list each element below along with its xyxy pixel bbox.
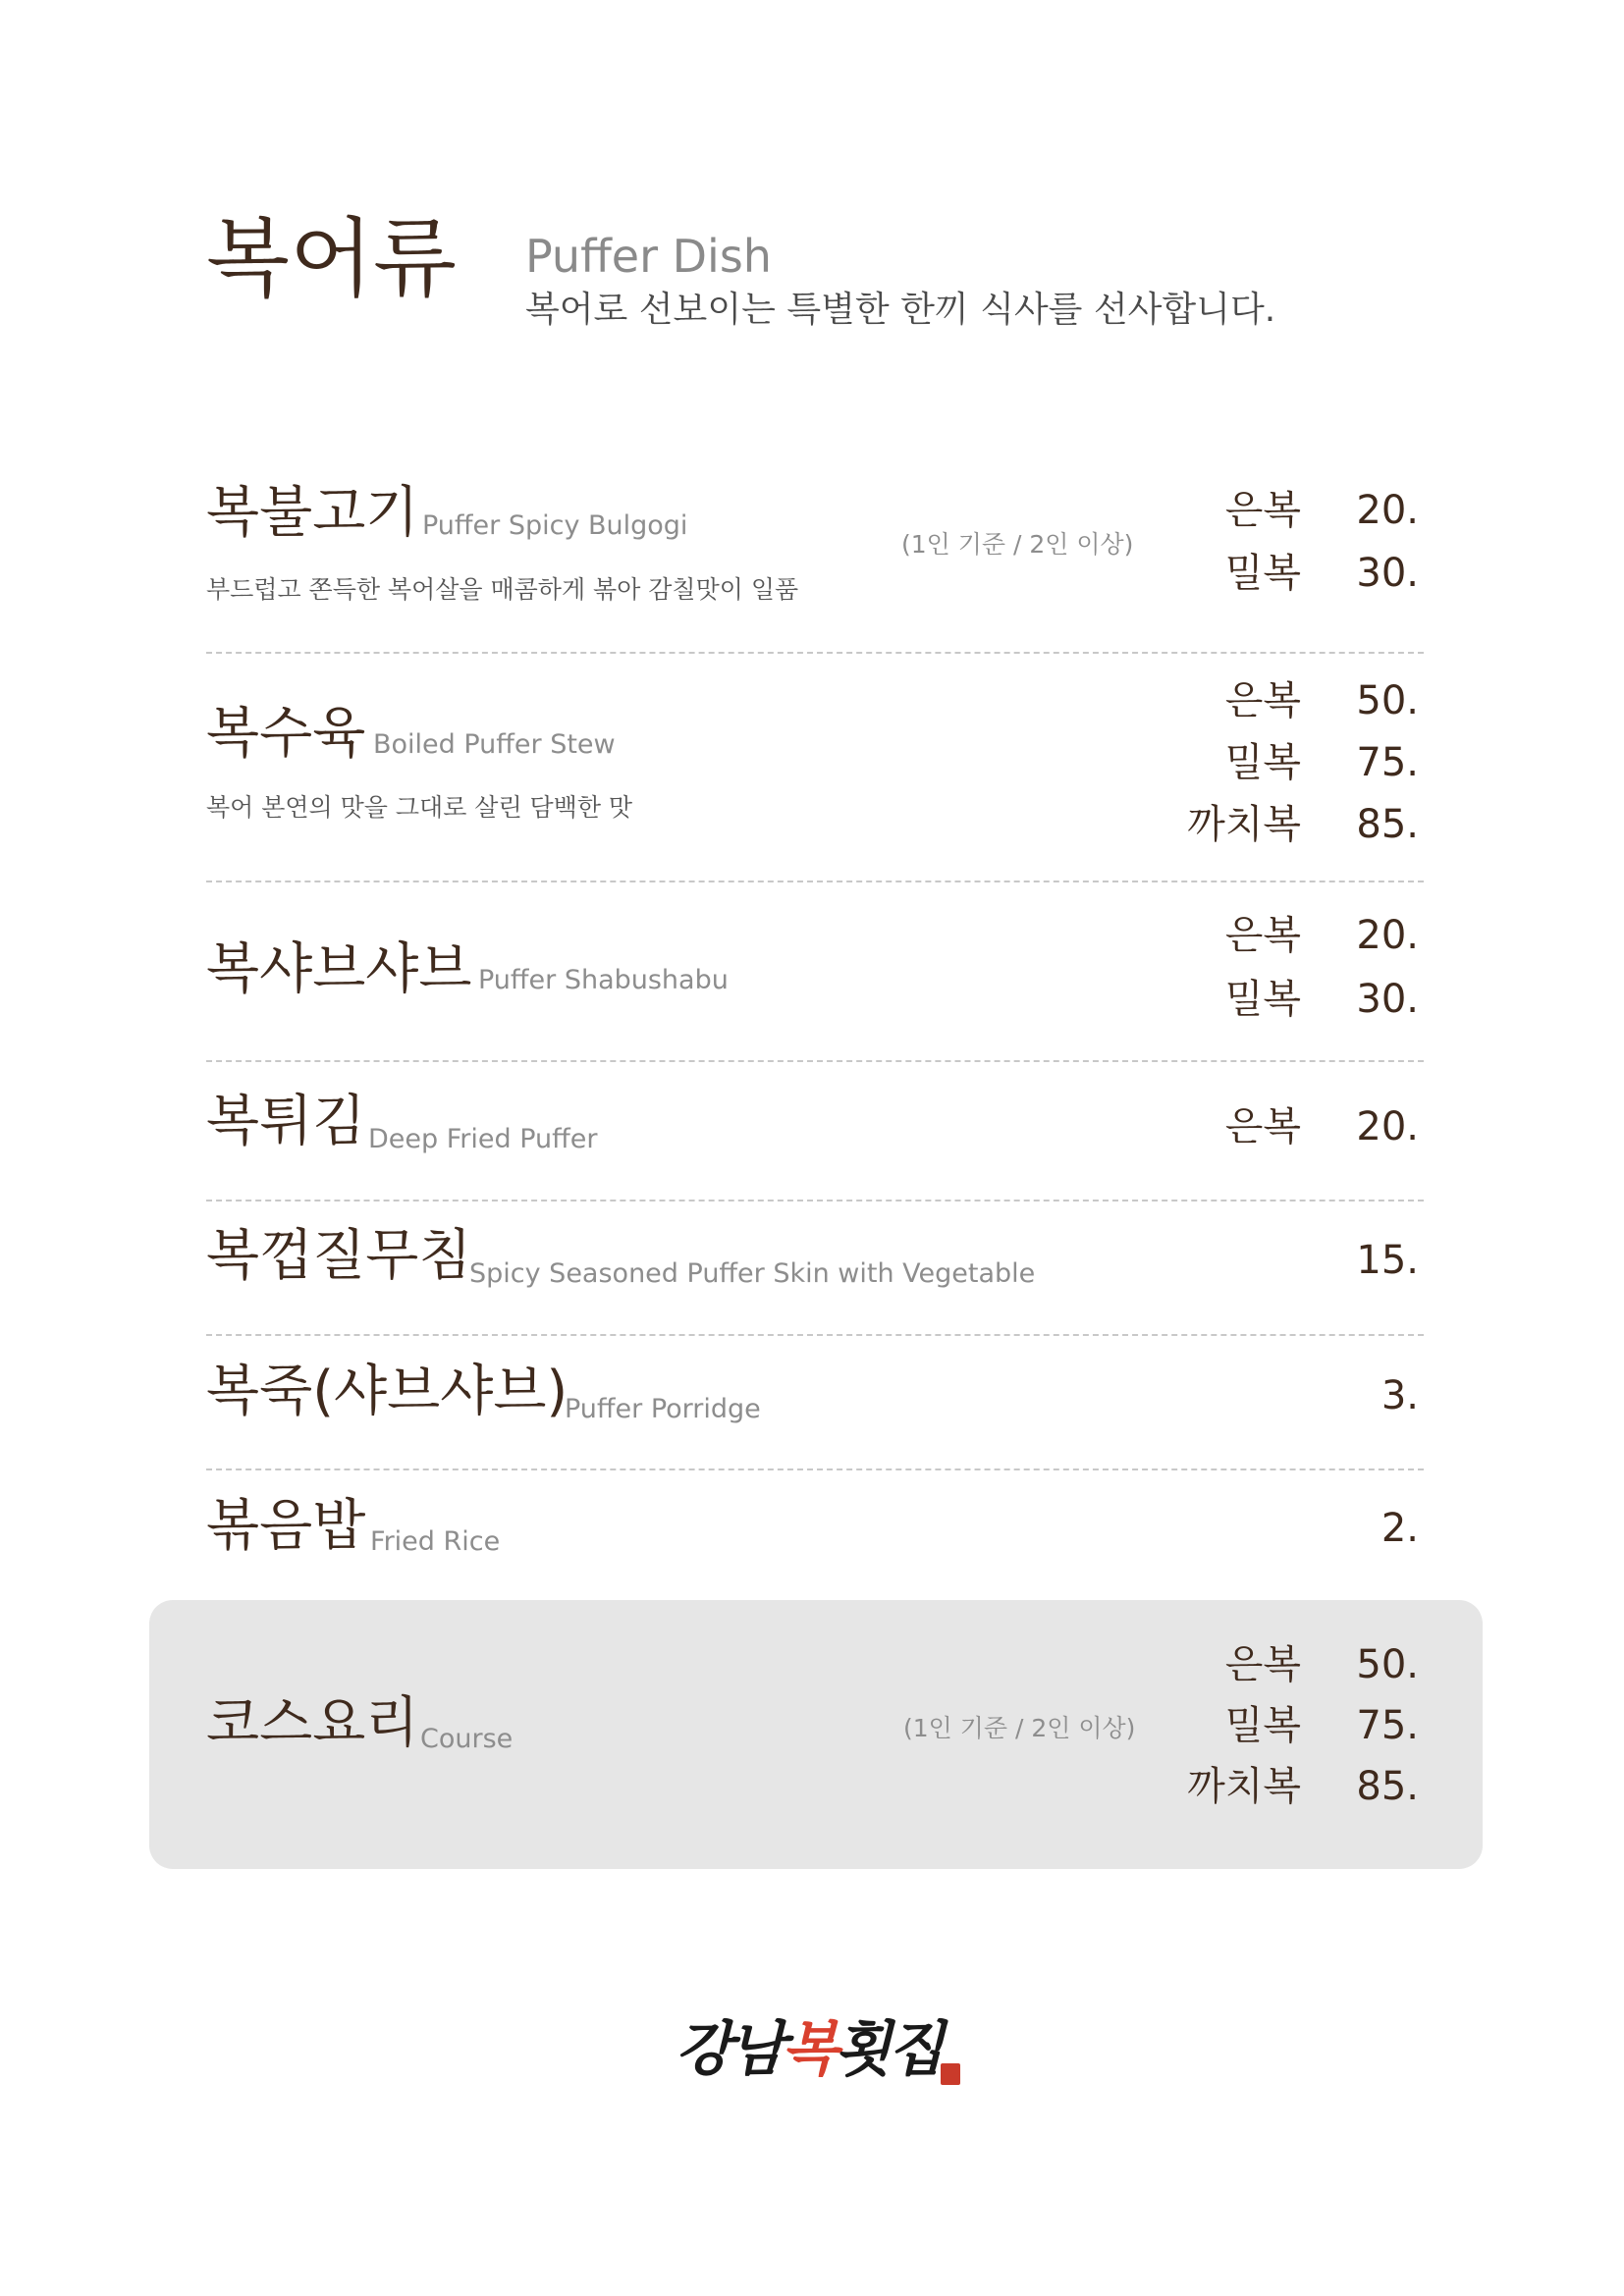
serving-note: (1인 기준 / 2인 이상): [901, 530, 1134, 559]
dish-name: 복튀김: [206, 1090, 366, 1153]
grade-label: 까치복: [1187, 802, 1301, 847]
grade-label: 밀복: [1224, 740, 1301, 785]
section-tagline: 복어로 선보이는 특별한 한끼 식사를 선사합니다.: [525, 290, 1276, 330]
divider: [206, 881, 1424, 882]
price: 15.: [1356, 1238, 1419, 1283]
menu-item-fried-rice: [206, 1494, 1424, 1568]
menu-item-deep-fried: [206, 1090, 1424, 1163]
price-row: [1110, 977, 1424, 1039]
dish-name-english: Puffer Porridge: [565, 1394, 761, 1424]
menu-item-bulgogi: [206, 481, 1424, 628]
price-row: [1110, 551, 1424, 613]
price-row: [1110, 1703, 1424, 1765]
menu-item-puffer-skin: [206, 1224, 1424, 1298]
dish-name: 복샤브샤브: [206, 937, 472, 1001]
price: 3.: [1380, 1373, 1419, 1418]
price: 20.: [1356, 1104, 1419, 1149]
grade-label: 은복: [1224, 1642, 1301, 1687]
dish-description: 부드럽고 쫀득한 복어살을 매콤하게 볶아 감칠맛이 일품: [206, 575, 799, 604]
price: 2.: [1380, 1506, 1419, 1551]
grade-label: 은복: [1224, 913, 1301, 958]
price-row: [1110, 802, 1424, 864]
menu-item-porridge: [206, 1360, 1424, 1433]
price: 75.: [1356, 1703, 1419, 1748]
dish-name-english: Puffer Spicy Bulgogi: [422, 510, 688, 541]
price-row: [1110, 913, 1424, 975]
price-row: [1110, 1764, 1424, 1826]
price-row: [1110, 1373, 1424, 1435]
menu-item-boiled-stew: [206, 677, 1424, 874]
seal-icon: [941, 2063, 960, 2085]
dish-name-english: Course: [420, 1724, 514, 1754]
price: 50.: [1356, 678, 1419, 723]
dish-description: 복어 본연의 맛을 그대로 살린 담백한 맛: [206, 793, 633, 822]
price-row: [1110, 678, 1424, 740]
price: 85.: [1356, 802, 1419, 847]
section-title: 복어류: [206, 208, 458, 309]
price: 30.: [1356, 977, 1419, 1022]
dish-name-english: Fried Rice: [370, 1526, 501, 1557]
divider: [206, 1060, 1424, 1062]
price: 30.: [1356, 551, 1419, 596]
logo-part-2: 복: [781, 2015, 835, 2084]
price-row: [1110, 1642, 1424, 1704]
grade-label: 까치복: [1187, 1764, 1301, 1809]
price-row: [1110, 740, 1424, 802]
section-title-english: Puffer Dish: [525, 230, 772, 283]
dish-name: 볶음밥: [206, 1494, 366, 1558]
dish-name-english: Spicy Seasoned Puffer Skin with Vegetable: [469, 1258, 1036, 1289]
divider: [206, 1334, 1424, 1336]
grade-label: 밀복: [1224, 551, 1301, 596]
divider: [206, 652, 1424, 654]
price-row: [1110, 488, 1424, 550]
logo-text: [676, 2015, 960, 2084]
grade-label: 은복: [1224, 678, 1301, 723]
dish-name-english: Deep Fried Puffer: [368, 1124, 598, 1154]
logo-part-3: 횟집: [834, 2015, 941, 2084]
price-row: [1110, 1238, 1424, 1300]
grade-label: 밀복: [1224, 1703, 1301, 1748]
menu-item-course: [206, 1629, 1424, 1845]
divider: [206, 1468, 1424, 1470]
dish-name: 복죽(샤브샤브): [206, 1360, 568, 1423]
restaurant-logo: [676, 2015, 960, 2093]
dish-name-english: Boiled Puffer Stew: [373, 729, 616, 760]
dish-name: 복껍질무침: [206, 1224, 472, 1288]
price: 50.: [1356, 1642, 1419, 1687]
grade-label: 은복: [1224, 1104, 1301, 1149]
logo-part-1: 강남: [676, 2015, 782, 2084]
dish-name: 코스요리: [206, 1691, 419, 1755]
grade-label: 밀복: [1224, 977, 1301, 1022]
price: 85.: [1356, 1764, 1419, 1809]
divider: [206, 1200, 1424, 1201]
dish-name: 복수육: [206, 702, 366, 766]
menu-item-shabushabu: [206, 908, 1424, 1036]
price-row: [1110, 1506, 1424, 1568]
price: 20.: [1356, 913, 1419, 958]
dish-name-english: Puffer Shabushabu: [478, 965, 729, 995]
price-row: [1110, 1104, 1424, 1166]
serving-note: (1인 기준 / 2인 이상): [903, 1714, 1136, 1742]
price: 75.: [1356, 740, 1419, 785]
grade-label: 은복: [1224, 488, 1301, 533]
price: 20.: [1356, 488, 1419, 533]
dish-name: 복불고기: [206, 481, 419, 545]
